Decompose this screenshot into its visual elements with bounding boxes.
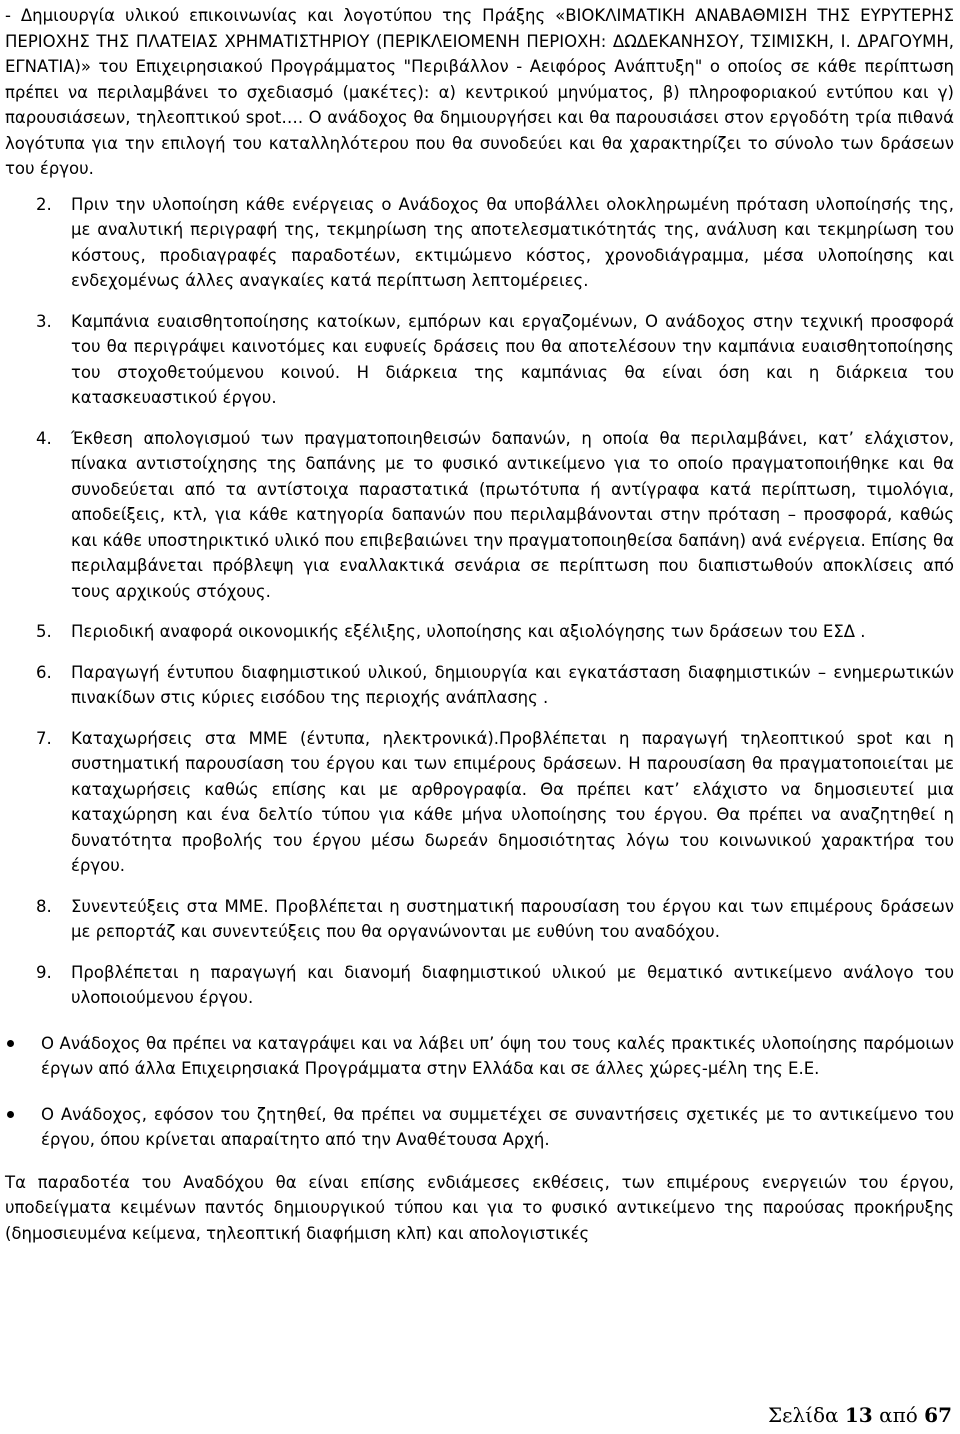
list-item-5 [5,619,954,645]
list-item-6 [5,660,954,711]
list-number: 5. [36,622,52,641]
list-item-text: Περιοδική αναφορά οικονομικής εξέλιξης, υλοποίησης και αξιολόγησης των δράσεων του ΕΣΔ . [71,622,866,641]
list-item-4 [5,426,954,605]
list-number: 3. [36,311,52,331]
bullet-item-text: Ο Ανάδοχος θα πρέπει να καταγράψει και να λάβει υπ’ όψη του τους καλές πρακτικές υλοποίησης παρόμοιων έργων από άλλα Επιχειρησιακά Προγράμματα στην Ελλάδα και σε άλλες χώρες-μέλη της Ε.Ε. [41,1033,954,1078]
list-number: 4. [36,428,52,448]
list-item-8 [5,894,954,945]
list-number: 8. [36,896,52,916]
bullet-item [5,1031,954,1082]
list-number: 2. [36,194,52,214]
list-item-text: Καταχωρήσεις στα ΜΜΕ (έντυπα, ηλεκτρονικά).Προβλέπεται η παραγωγή τηλεοπτικού spot και η συστηματική παρουσίαση του έργου και των επιμέρους δράσεων. Η παρουσίαση θα πραγματοποιείται με καταχωρήσεις καθώς επίσης και με αρθρογραφία. Θα πρέπει κατ’ ελάχιστο να δημοσιευτεί μια καταχώρηση και ένα δελτίο τύπου για κάθε μήνα υλοποίησης του έργου. Θα πρέπει να αναζητηθεί η δυνατότητα προβολής του έργου μέσω δωρεάν δημοσιότητας λόγω του κοινωνικού χαρακτήρα του έργου. [71,728,954,875]
closing-paragraph: Τα παραδοτέα του Αναδόχου θα είναι επίσης ενδιάμεσες εκθέσεις, των επιμέρους ενεργειών του έργου, υποδείγματα κειμένων παντός δημιουργικού τύπου και για το φυσικό αντικείμενο της παρούσας προκήρυξης (δημοσιευμένα κείμενα, τηλεοπτική διαφήμιση κλπ) και απολογιστικές [5,1172,954,1243]
list-item-text: Προβλέπεται η παραγωγή και διανομή διαφημιστικού υλικού με θεματικό αντικείμενο ανάλογο του υλοποιούμενου έργου. [71,962,954,1007]
list-number: 9. [36,962,52,982]
intro-paragraph: - Δημιουργία υλικού επικοινωνίας και λογοτύπου της Πράξης «ΒΙΟΚΛΙΜΑΤΙΚΗ ΑΝΑΒΑΘΜΙΣΗ ΤΗΣ ΕΥΡΥΤΕΡΗΣ ΠΕΡΙΟΧΗΣ ΤΗΣ ΠΛΑΤΕΙΑΣ ΧΡΗΜΑΤΙΣΤΗΡΙΟΥ (ΠΕΡΙΚΛΕΙΟΜΕΝΗ ΠΕΡΙΟΧΗ: ΔΩΔΕΚΑΝΗΣΟΥ, ΤΣΙΜΙΣΚΗ, Ι. ΔΡΑΓΟΥΜΗ, ΕΓΝΑΤΙΑ)» του Επιχειρησιακού Προγράμματος "Περιβάλλον - Αειφόρος Ανάπτυξη" ο οποίος σε κάθε περίπτωση πρέπει να περιλαμβάνει το σχεδιασμό (μακέτες): α) κεντρικού μηνύματος, β) πληροφοριακού εντύπου και γ) παρουσιάσεων, τηλεοπτικού spot…. Ο ανάδοχος θα δημιουργήσει και θα παρουσιάσει στον εργοδότη τρία πιθανά λογότυπα για την επιλογή του καταλληλότερου που θα συνοδεύει και θα χαρακτηρίζει το σύνολο των δράσεων του έργου. [5,6,954,178]
current-page-number: 13 [844,1403,873,1427]
numbered-list [5,192,954,1011]
list-item-text: Πριν την υλοποίηση κάθε ενέργειας ο Ανάδοχος θα υποβάλλει ολοκληρωμένη πρόταση υλοποίησής της, με αναλυτική περιγραφή της, τεκμηρίωση της αποτελεσματικότητάς της, ανάλυση και τεκμηρίωση του κόστους, προδιαγραφές παραδοτέων, εκτιμώμενο κόστος, χρονοδιάγραμμα, μέσα υλοποίησης και ενδεχομένως άλλες αναγκαίες κατά περίπτωση λεπτομέρειες. [71,194,954,290]
page-number-footer [768,1402,952,1428]
total-pages-number: 67 [924,1403,952,1427]
list-item-3 [5,309,954,411]
list-item-7 [5,726,954,879]
bullet-item [5,1102,954,1153]
page-word: Σελίδα [767,1403,839,1427]
bullet-item-text: Ο Ανάδοχος, εφόσον του ζητηθεί, θα πρέπει να συμμετέχει σε συναντήσεις σχετικές με το αντικείμενο του έργου, όπου κρίνεται απαραίτητο από την Αναθέτουσα Αρχή. [41,1104,954,1149]
list-number: 7. [36,728,52,748]
list-item-text: Καμπάνια ευαισθητοποίησης κατοίκων, εμπόρων και εργαζομένων, Ο ανάδοχος στην τεχνική προσφορά του θα περιγράψει καινοτόμες και ευφυείς δράσεις που θα αποτελέσουν την καμπάνια ευαισθητοποίησης του στοχοθετούμενου κοινού. Η διάρκεια της καμπάνιας θα είναι όση και η διάρκεια του κατασκευαστικού έργου. [71,311,954,407]
list-item-text: Έκθεση απολογισμού των πραγματοποιηθεισών δαπανών, η οποία θα περιλαμβάνει, κατ’ ελάχιστον, πίνακα αντιστοίχησης της δαπάνης με το φυσικό αντικείμενο για το οποίο πραγματοποιήθηκε και θα συνοδεύεται από τα αντίστοιχα παραστατικά (πρωτότυπα ή αντίγραφα κατά περίπτωση, τιμολόγια, αποδείξεις, κτλ, για κάθε κατηγορία δαπανών που περιλαμβάνονται στην πρόταση – προσφορά, καθώς και κάθε υποστηρικτικό υλικό που επιβεβαιώνει την πραγματοποιηθείσα δαπάνη) ανά ενέργεια. Επίσης θα περιλαμβάνεται πρόβλεψη για εναλλακτικά σενάρια σε περίπτωση που διαπιστωθούν αποκλίσεις από τους αρχικούς στόχους. [71,428,954,601]
list-item-text: Παραγωγή έντυπου διαφημιστικού υλικού, δημιουργία και εγκατάσταση διαφημιστικών – ενημερωτικών πινακίδων στις κύριες εισόδου της περιοχής ανάπλασης . [71,662,954,707]
bullet-list [5,1031,954,1153]
list-number: 6. [36,662,52,682]
list-item-9 [5,960,954,1011]
bullet-icon [5,1031,41,1082]
list-item-2 [5,192,954,294]
of-word: από [879,1403,918,1427]
list-item-text: Συνεντεύξεις στα ΜΜΕ. Προβλέπεται η συστηματική παρουσίαση του έργου και των επιμέρους δράσεων με ρεπορτάζ και συνεντεύξεις που θα οργανώνονται με ευθύνη του αναδόχου. [71,896,954,941]
bullet-icon [5,1102,41,1153]
